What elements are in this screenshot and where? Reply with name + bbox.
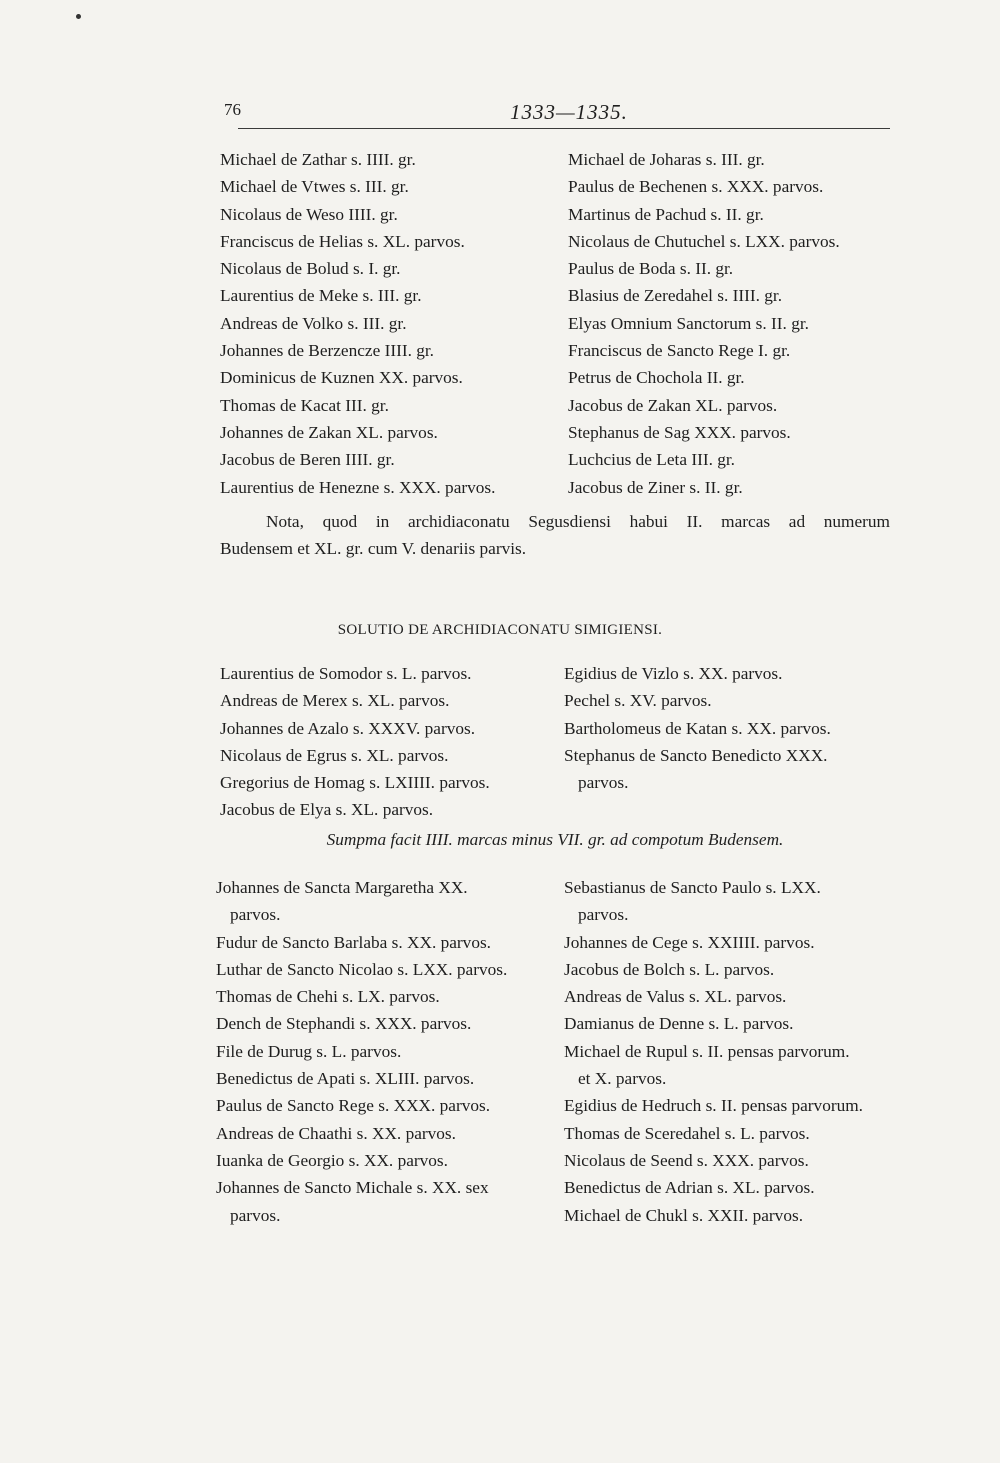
list-item: Andreas de Valus s. XL. parvos.	[564, 987, 787, 1007]
list-item: Johannes de Cege s. XXIIII. parvos.	[564, 932, 815, 952]
list-item: Johannes de Sancta Margaretha XX.	[216, 878, 468, 897]
list-item: Jacobus de Bolch s. L. parvos.	[564, 959, 775, 979]
list-item: Thomas de Sceredahel s. L. parvos.	[564, 1123, 810, 1143]
list-item: Blasius de Zeredahel s. IIII. gr.	[568, 286, 783, 306]
list-item: parvos.	[578, 773, 629, 793]
list-item: Nicolaus de Chutuchel s. LXX. parvos.	[568, 231, 840, 251]
list-item: Sebastianus de Sancto Paulo s. LXX.	[564, 878, 821, 897]
list-item: parvos.	[578, 905, 629, 925]
list-item: Dench de Stephandi s. XXX. parvos.	[216, 1014, 472, 1034]
list-item: Michael de Joharas s. III. gr.	[568, 150, 765, 169]
list-item: et X. parvos.	[578, 1069, 667, 1089]
right-column	[568, 146, 903, 501]
nota-paragraph	[220, 508, 890, 563]
list-item: Michael de Zathar s. IIII. gr.	[220, 150, 416, 169]
list-item: Nicolaus de Bolud s. I. gr.	[220, 259, 401, 279]
list-item: Johannes de Zakan XL. parvos.	[220, 422, 438, 442]
list-item: Thomas de Chehi s. LX. parvos.	[216, 987, 440, 1007]
list-item: Andreas de Volko s. III. gr.	[220, 313, 407, 333]
list-item: Johannes de Sancto Michale s. XX. sex	[216, 1178, 489, 1198]
list-item: File de Durug s. L. parvos.	[216, 1041, 402, 1061]
list-item: Luthar de Sancto Nicolao s. LXX. parvos.	[216, 959, 508, 979]
list-item: parvos.	[230, 1205, 281, 1225]
list-item: Stephanus de Sancto Benedicto XXX.	[564, 745, 828, 765]
list-item: Jacobus de Ziner s. II. gr.	[568, 477, 743, 497]
list-item: Andreas de Chaathi s. XX. parvos.	[216, 1123, 456, 1143]
list-item: Michael de Rupul s. II. pensas parvorum.	[564, 1041, 850, 1061]
right-column	[564, 660, 899, 796]
left-column	[220, 146, 550, 501]
list-item: Egidius de Hedruch s. II. pensas parvorum.	[564, 1096, 863, 1116]
list-item: Paulus de Sancto Rege s. XXX. parvos.	[216, 1096, 491, 1116]
ink-dot	[76, 14, 81, 19]
list-item: Laurentius de Somodor s. L. parvos.	[220, 664, 472, 683]
list-item: Johannes de Azalo s. XXXV. parvos.	[220, 718, 476, 738]
list-item: Paulus de Boda s. II. gr.	[568, 259, 734, 279]
list-item: Michael de Vtwes s. III. gr.	[220, 177, 409, 197]
list-item: Jacobus de Beren IIII. gr.	[220, 450, 395, 470]
page-header	[210, 100, 890, 130]
nota-line-2: Budensem et XL. gr. cum V. denariis parvis.	[220, 539, 527, 559]
header-rule	[238, 128, 890, 129]
left-column	[216, 874, 546, 1229]
list-item: Fudur de Sancto Barlaba s. XX. parvos.	[216, 932, 492, 952]
list-item: parvos.	[230, 905, 281, 925]
list-item: Egidius de Vizlo s. XX. parvos.	[564, 664, 783, 683]
list-item: Nicolaus de Egrus s. XL. parvos.	[220, 745, 449, 765]
nota-line-1: Nota, quod in archidiaconatu Segusdiensi habui II. marcas ad numerum	[266, 512, 890, 531]
list-item: Nicolaus de Weso IIII. gr.	[220, 204, 398, 224]
list-item: Elyas Omnium Sanctorum s. II. gr.	[568, 313, 809, 333]
list-item: Michael de Chukl s. XXII. parvos.	[564, 1205, 804, 1225]
list-item: Benedictus de Apati s. XLIII. parvos.	[216, 1069, 475, 1089]
list-item: Andreas de Merex s. XL. parvos.	[220, 691, 450, 711]
list-item: Franciscus de Helias s. XL. parvos.	[220, 231, 465, 251]
list-item: Luchcius de Leta III. gr.	[568, 450, 735, 470]
summa-line: Sumpma facit IIII. marcas minus VII. gr. ad compotum Budensem.	[326, 830, 784, 849]
list-item: Petrus de Chochola II. gr.	[568, 368, 745, 388]
section-heading: SOLUTIO DE ARCHIDIACONATU SIMIGIENSI.	[337, 622, 663, 638]
page-number: 76	[224, 100, 241, 119]
list-item: Franciscus de Sancto Rege I. gr.	[568, 341, 791, 361]
list-item: Bartholomeus de Katan s. XX. parvos.	[564, 718, 831, 738]
list-item: Jacobus de Zakan XL. parvos.	[568, 395, 778, 415]
list-item: Thomas de Kacat III. gr.	[220, 395, 389, 415]
right-column	[564, 874, 899, 1229]
list-item: Iuanka de Georgio s. XX. parvos.	[216, 1150, 448, 1170]
list-item: Damianus de Denne s. L. parvos.	[564, 1014, 794, 1034]
list-item: Laurentius de Henezne s. XXX. parvos.	[220, 477, 496, 497]
left-column	[220, 660, 550, 824]
list-item: Johannes de Berzencze IIII. gr.	[220, 341, 434, 361]
list-item: Nicolaus de Seend s. XXX. parvos.	[564, 1150, 809, 1170]
list-item: Paulus de Bechenen s. XXX. parvos.	[568, 177, 824, 197]
list-item: Jacobus de Elya s. XL. parvos.	[220, 800, 434, 820]
list-item: Stephanus de Sag XXX. parvos.	[568, 422, 791, 442]
running-title: 1333—1335.	[510, 100, 628, 124]
list-item: Gregorius de Homag s. LXIIII. parvos.	[220, 773, 490, 793]
list-item: Pechel s. XV. parvos.	[564, 691, 712, 711]
list-item: Dominicus de Kuznen XX. parvos.	[220, 368, 463, 388]
list-item: Martinus de Pachud s. II. gr.	[568, 204, 764, 224]
list-item: Benedictus de Adrian s. XL. parvos.	[564, 1178, 815, 1198]
list-item: Laurentius de Meke s. III. gr.	[220, 286, 422, 306]
